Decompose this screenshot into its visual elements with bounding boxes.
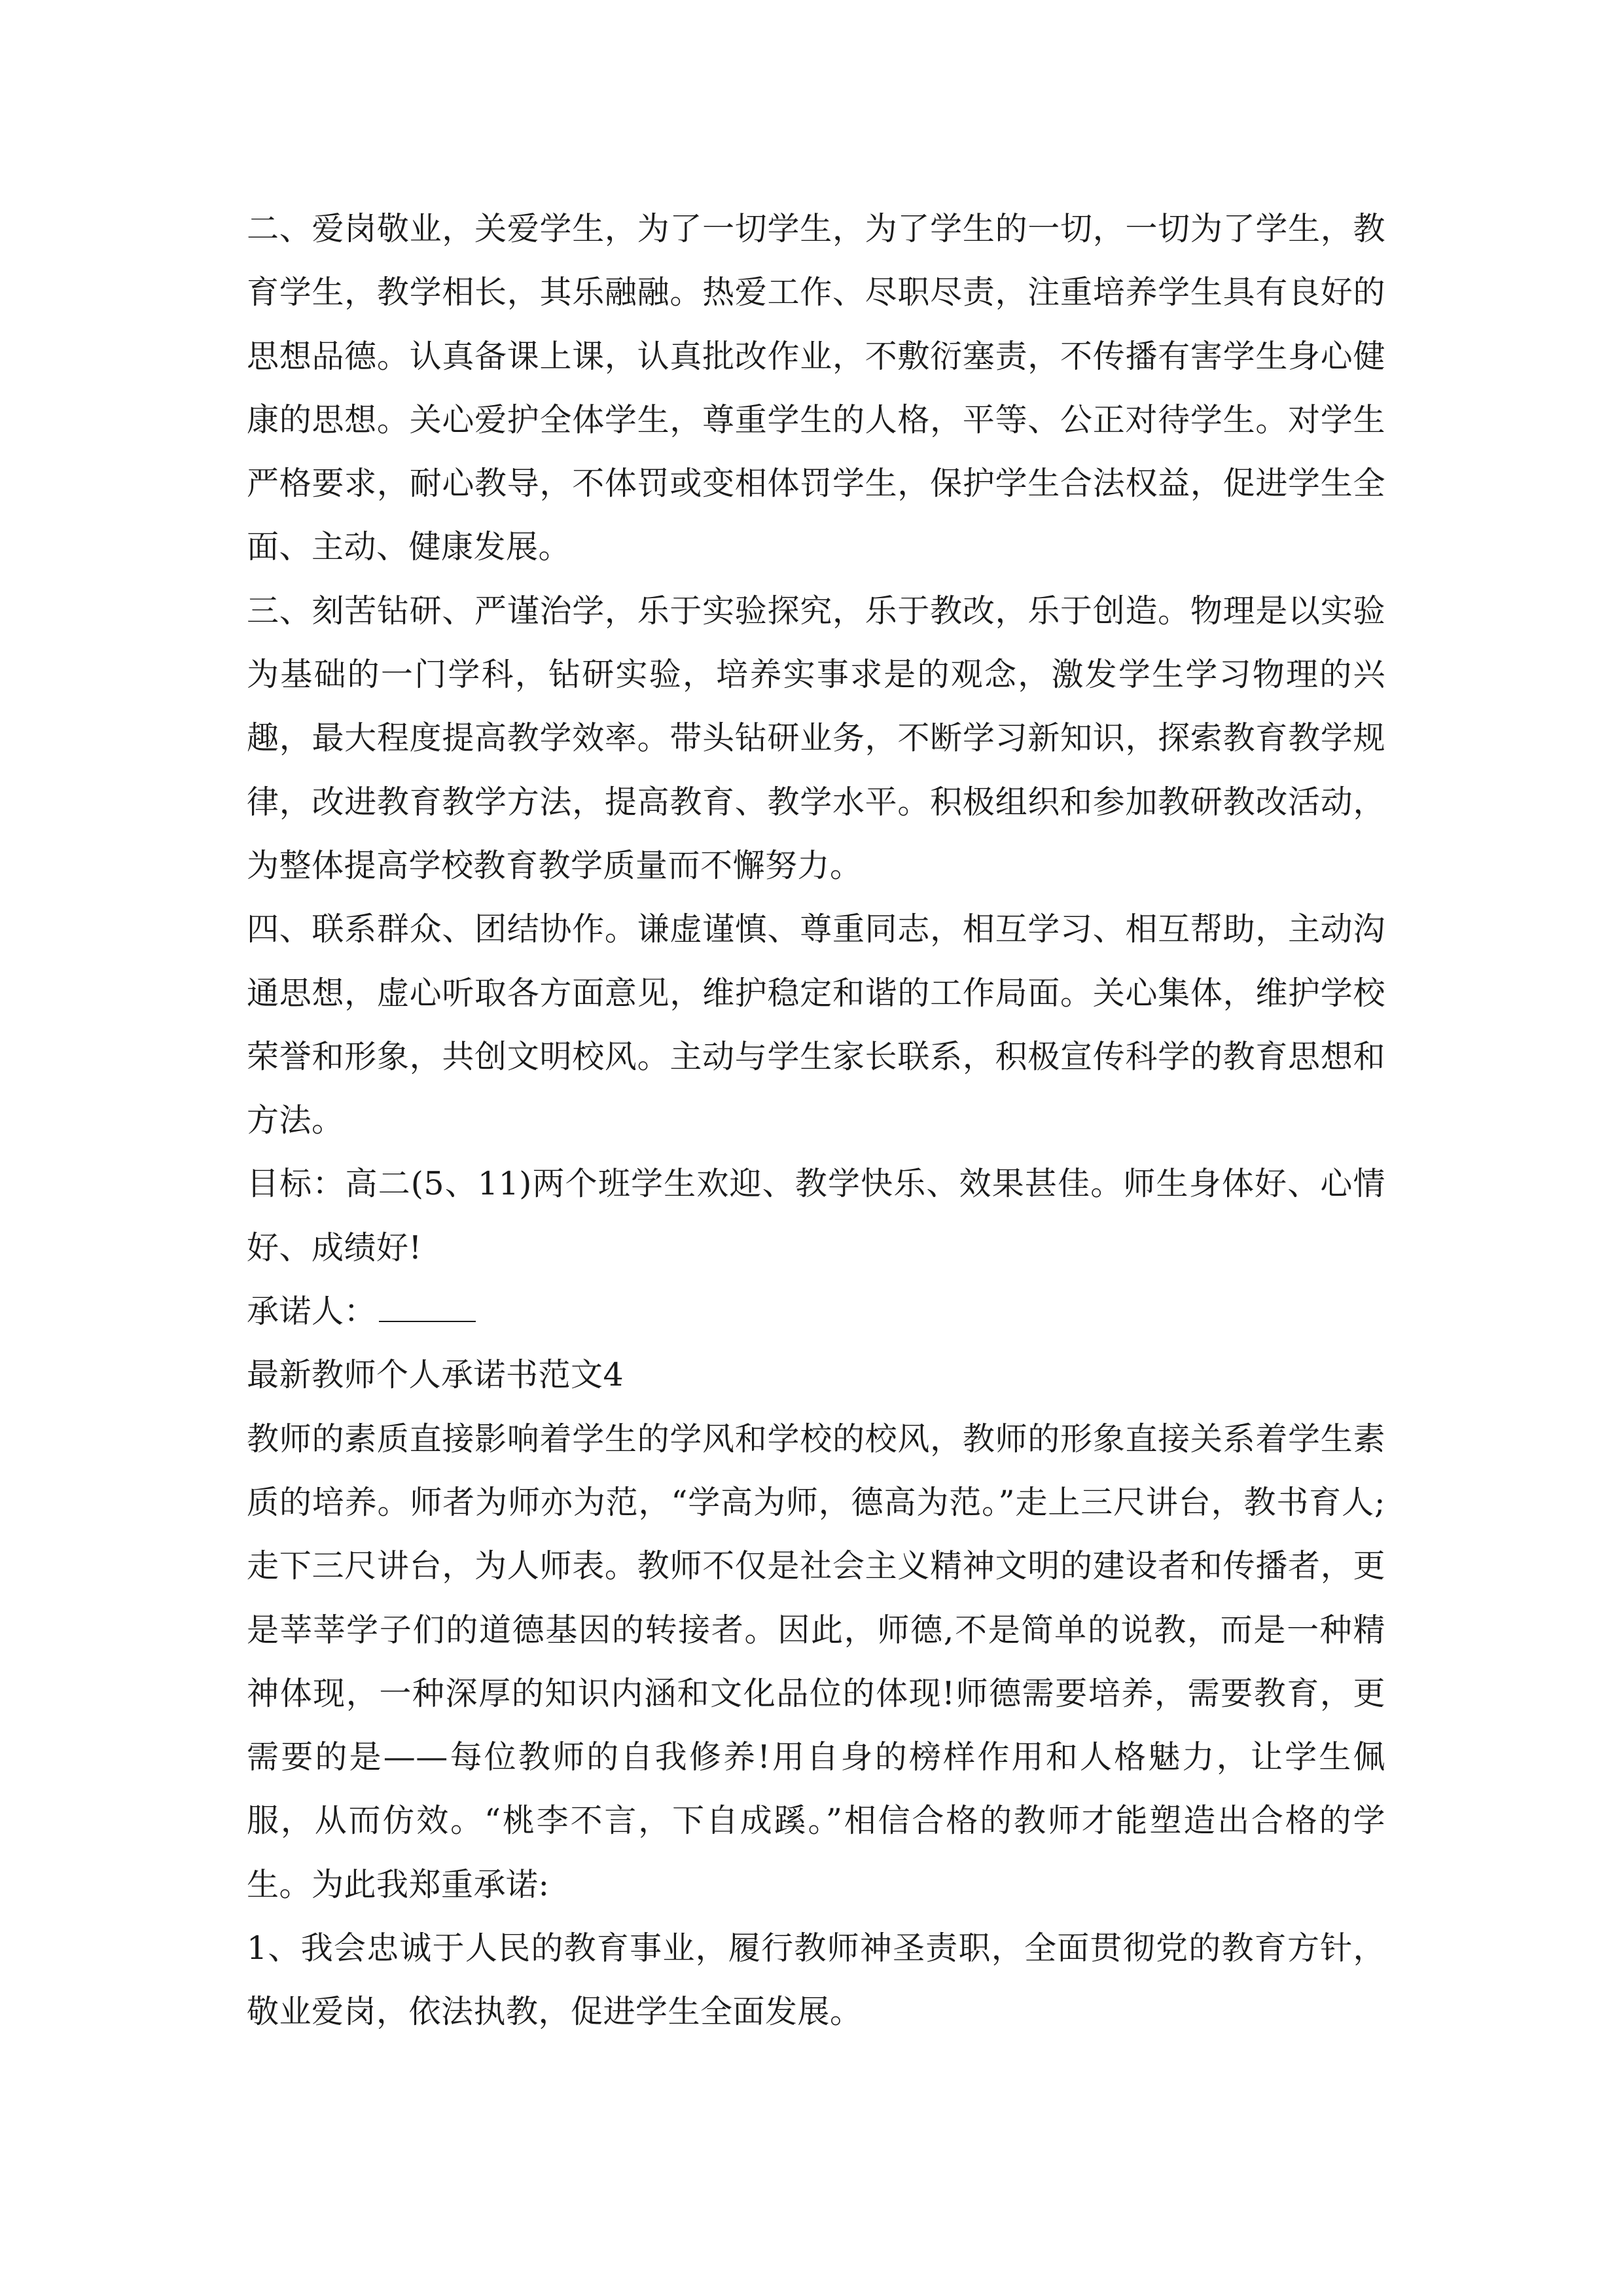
paragraph-intro: 教师的素质直接影响着学生的学风和学校的校风，教师的形象直接关系着学生素质的培养。师者为师亦为范，“学高为师，德高为范。”走上三尺讲台，教书育人;走下三尺讲台，为人师表。教师不仅是社会主义精神文明的建设者和传播者，更是莘莘学子们的道德基因的转接者。因此，师德,不是简单的说教，而是一种精神体现，一种深厚的知识内涵和文化品位的体现!师德需要培养，需要教育，更需要的是——每位教师的自我修养!用自身的榜样作用和人格魅力，让学生佩服，从而仿效。“桃李不言，下自成蹊。”相信合格的教师才能塑造出合格的学生。为此我郑重承诺: [247, 1420, 1385, 1903]
pledger-line [247, 1280, 1385, 1343]
paragraph-four-cooperation: 四、联系群众、团结协作。谦虚谨慎、尊重同志，相互学习、相互帮助，主动沟通思想，虚心听取各方面意见，维护稳定和谐的工作局面。关心集体，维护学校荣誉和形象，共创文明校风。主动与学生家长联系，积极宣传科学的教育思想和方法。 [247, 910, 1385, 1139]
paragraph-three-research: 三、刻苦钻研、严谨治学，乐于实验探究，乐于教改，乐于创造。物理是以实验为基础的一门学科，钻研实验，培养实事求是的观念，激发学生学习物理的兴趣，最大程度提高教学效率。带头钻研业务，不断学习新知识，探索教育教学规律，改进教育教学方法，提高教育、教学水平。积极组织和参加教研教改活动，为整体提高学校教育教学质量而不懈努力。 [247, 592, 1385, 884]
section-title: 最新教师个人承诺书范文4 [247, 1356, 624, 1394]
signature-blank [379, 1320, 476, 1322]
paragraph-pledge-one: 1、我会忠诚于人民的教育事业，履行教师神圣责职，全面贯彻党的教育方针，敬业爱岗，依法执教，促进学生全面发展。 [247, 1929, 1385, 2031]
pledger-label: 承诺人： [247, 1293, 377, 1331]
paragraph-two-dedication: 二、爱岗敬业，关爱学生，为了一切学生，为了学生的一切，一切为了学生，教育学生，教学相长，其乐融融。热爱工作、尽职尽责，注重培养学生具有良好的思想品德。认真备课上课，认真批改作业，不敷衍塞责，不传播有害学生身心健康的思想。关心爱护全体学生，尊重学生的人格，平等、公正对待学生。对学生严格要求，耐心教导，不体罚或变相体罚学生，保护学生合法权益，促进学生全面、主动、健康发展。 [247, 210, 1385, 566]
paragraph-goal: 目标：高二(5、11)两个班学生欢迎、教学快乐、效果甚佳。师生身体好、心情好、成绩好! [247, 1165, 1385, 1266]
document-body [247, 197, 1385, 2044]
